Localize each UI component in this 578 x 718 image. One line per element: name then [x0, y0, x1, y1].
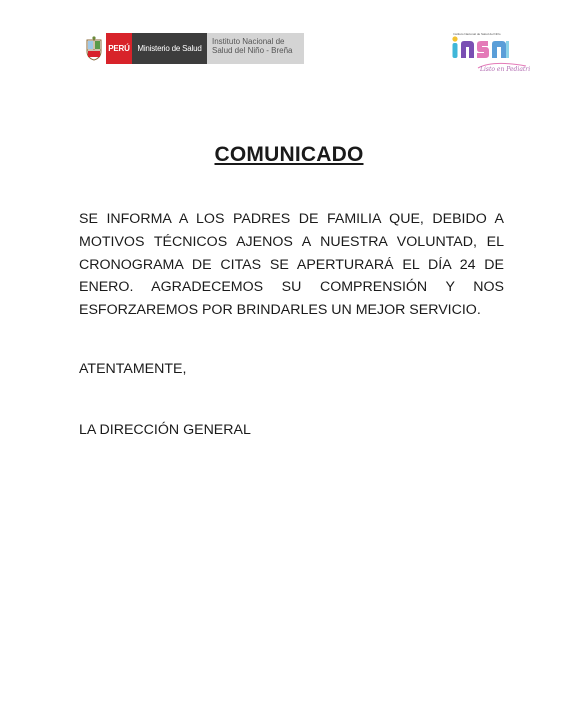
page-title: COMUNICADO	[214, 143, 364, 166]
coat-of-arms-icon	[82, 33, 106, 64]
closing-line: ATENTAMENTE,	[79, 361, 187, 377]
government-logo	[82, 33, 304, 64]
institute-line-1: Instituto Nacional de	[212, 37, 285, 46]
insn-logo	[448, 30, 530, 74]
institute-label	[207, 33, 304, 64]
svg-text:Instituto Nacional de Salud de: Instituto Nacional de Salud del Niño	[453, 32, 501, 36]
peru-label: PERÚ	[106, 33, 132, 64]
announcement-body: SE INFORMA A LOS PADRES DE FAMILIA QUE, DEBIDO A MOTIVOS TÉCNICOS AJENOS A NUESTRA VOLUNTAD, EL CRONOGRAMA DE CITAS SE APERTURARÁ EL DÍA 24 DE ENERO. AGRADECEMOS SU COMPRENSIÓN Y NOS ESFORZAREMOS POR BRINDARLES UN MEJOR SERVICIO.	[79, 211, 504, 319]
svg-text:Listo en Pediatría: Listo en Pediatría	[480, 66, 530, 73]
ministry-label: Ministerio de Salud	[132, 33, 207, 64]
signature-line: LA DIRECCIÓN GENERAL	[79, 422, 251, 438]
institute-line-2: Salud del Niño - Breña	[212, 46, 293, 55]
